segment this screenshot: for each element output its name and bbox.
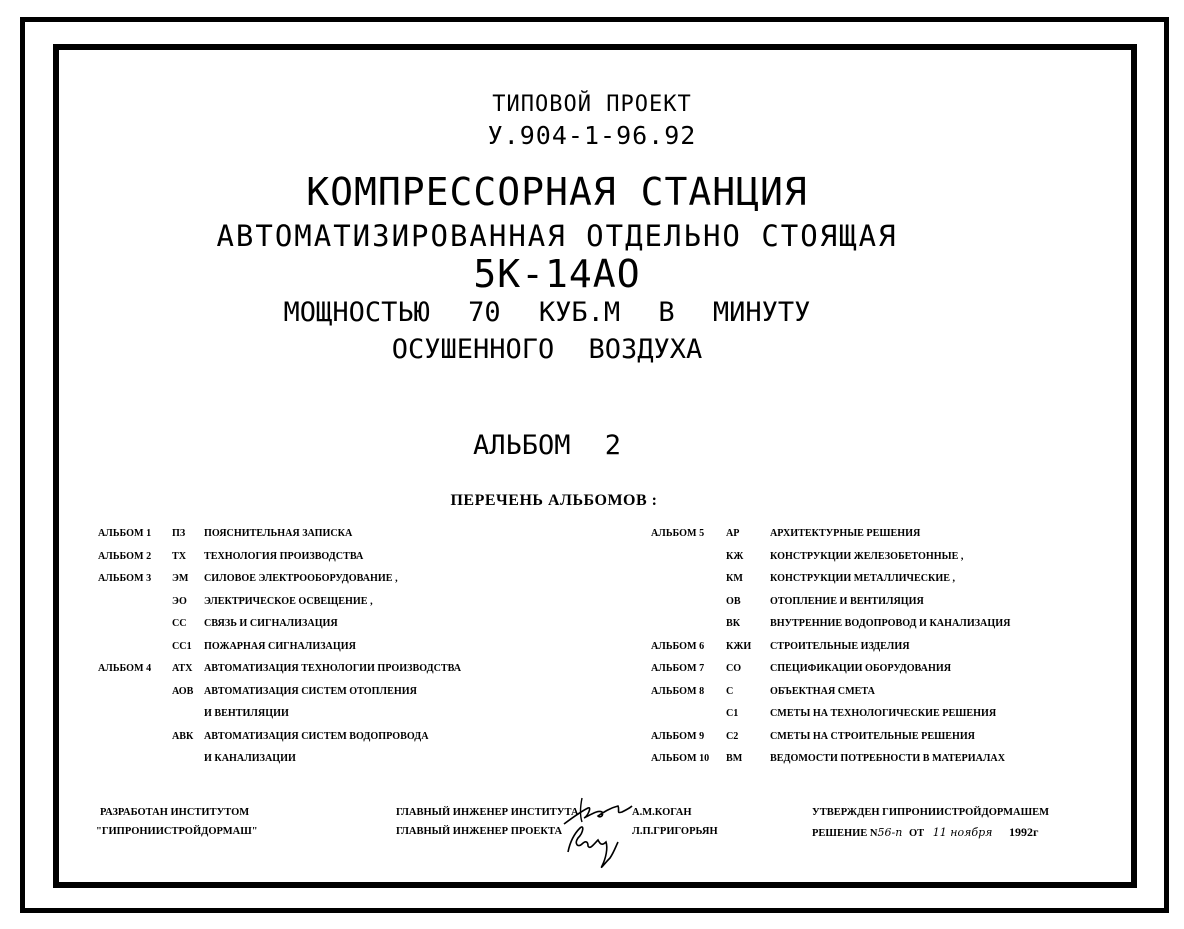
- album-code: КМ: [726, 572, 743, 584]
- album-code: ЭО: [172, 594, 187, 607]
- album-description: СИЛОВОЕ ЭЛЕКТРООБОРУДОВАНИЕ ,: [204, 572, 398, 584]
- album-description: АВТОМАТИЗАЦИЯ СИСТЕМ ОТОПЛЕНИЯ: [204, 684, 417, 697]
- album-description: АВТОМАТИЗАЦИЯ ТЕХНОЛОГИИ ПРОИЗВОДСТВА: [204, 662, 462, 674]
- decision-from: ОТ: [908, 828, 925, 839]
- album-label: АЛЬБОМ 10: [651, 752, 710, 764]
- album-description: ТЕХНОЛОГИЯ ПРОИЗВОДСТВА: [204, 549, 364, 562]
- title-line-3: 5К-14АО: [473, 252, 641, 296]
- chief-engineer-project-name: Л.П.ГРИГОРЬЯН: [632, 826, 718, 837]
- album-code: ВМ: [726, 752, 743, 764]
- album-description: И ВЕНТИЛЯЦИИ: [204, 707, 289, 719]
- decision-date: 11 ноября: [932, 826, 993, 839]
- album-description: ОТОПЛЕНИЕ И ВЕНТИЛЯЦИЯ: [770, 594, 924, 607]
- title-line-1: КОМПРЕССОРНАЯ СТАНЦИЯ: [306, 170, 808, 214]
- album-description: СТРОИТЕЛЬНЫЕ ИЗДЕЛИЯ: [770, 639, 910, 652]
- album-code: ПЗ: [172, 527, 186, 539]
- chief-engineer-institute-name: А.М.КОГАН: [632, 807, 692, 818]
- album-label: АЛЬБОМ 9: [651, 729, 705, 742]
- title-line-2: АВТОМАТИЗИРОВАННАЯ ОТДЕЛЬНО СТОЯЩАЯ: [216, 219, 898, 253]
- album-label: АЛЬБОМ 1: [98, 527, 152, 539]
- list-heading: ПЕРЕЧЕНЬ АЛЬБОМОВ :: [450, 492, 658, 509]
- album-code: КЖИ: [726, 639, 752, 652]
- album-label: АЛЬБОМ 6: [651, 639, 705, 652]
- album-code: С2: [726, 729, 739, 742]
- approved-label: УТВЕРЖДЕН ГИПРОНИИСТРОЙДОРМАШЕМ: [812, 807, 1050, 818]
- album-code: АОВ: [172, 684, 194, 697]
- album-description: КОНСТРУКЦИИ МЕТАЛЛИЧЕСКИЕ ,: [770, 572, 956, 584]
- project-number: У.904-1-96.92: [487, 121, 697, 150]
- album-code: СО: [726, 662, 742, 674]
- album-code: ЭМ: [172, 572, 189, 584]
- decision-label: РЕШЕНИЕ N: [812, 828, 878, 839]
- album-code: ТХ: [172, 549, 187, 562]
- album-description: СМЕТЫ НА СТРОИТЕЛЬНЫЕ РЕШЕНИЯ: [770, 729, 976, 742]
- chief-engineer-project-label: ГЛАВНЫЙ ИНЖЕНЕР ПРОЕКТА: [396, 826, 563, 837]
- album-code: С: [726, 684, 734, 697]
- album-label: АЛЬБОМ 3: [98, 572, 152, 584]
- album-description: ПОЯСНИТЕЛЬНАЯ ЗАПИСКА: [204, 527, 353, 539]
- title-line-5: ОСУШЕННОГО ВОЗДУХА: [391, 334, 703, 365]
- album-description: АРХИТЕКТУРНЫЕ РЕШЕНИЯ: [770, 527, 921, 539]
- album-code: ВК: [726, 617, 741, 629]
- title-line-4: МОЩНОСТЬЮ 70 КУБ.М В МИНУТУ: [283, 297, 811, 328]
- album-description: СМЕТЫ НА ТЕХНОЛОГИЧЕСКИЕ РЕШЕНИЯ: [770, 707, 997, 719]
- developed-by-org: "ГИПРОНИИСТРОЙДОРМАШ": [96, 826, 258, 837]
- album-title: АЛЬБОМ 2: [472, 430, 622, 461]
- chief-engineer-institute-label: ГЛАВНЫЙ ИНЖЕНЕР ИНСТИТУТА: [396, 807, 579, 818]
- album-description: ОБЪЕКТНАЯ СМЕТА: [770, 684, 875, 697]
- album-description: ЭЛЕКТРИЧЕСКОЕ ОСВЕЩЕНИЕ ,: [204, 594, 373, 607]
- album-description: КОНСТРУКЦИИ ЖЕЛЕЗОБЕТОННЫЕ ,: [770, 549, 964, 562]
- decision-number: 56-п: [877, 826, 903, 839]
- album-label: АЛЬБОМ 2: [98, 549, 152, 562]
- developed-by-label: РАЗРАБОТАН ИНСТИТУТОМ: [100, 807, 250, 818]
- album-label: АЛЬБОМ 7: [651, 662, 705, 674]
- album-code: КЖ: [726, 549, 744, 562]
- project-type: ТИПОВОЙ ПРОЕКТ: [492, 92, 692, 117]
- album-label: АЛЬБОМ 8: [651, 684, 705, 697]
- album-code: ОВ: [726, 594, 741, 607]
- album-description: И КАНАЛИЗАЦИИ: [204, 752, 296, 764]
- decision-year: 1992г: [1009, 825, 1039, 839]
- album-description: СВЯЗЬ И СИГНАЛИЗАЦИЯ: [204, 617, 338, 629]
- album-description: ВНУТРЕННИЕ ВОДОПРОВОД И КАНАЛИЗАЦИЯ: [770, 617, 1011, 629]
- album-code: АТХ: [172, 662, 193, 674]
- signature-grigoryan: [560, 818, 630, 880]
- album-description: ВЕДОМОСТИ ПОТРЕБНОСТИ В МАТЕРИАЛАХ: [770, 752, 1006, 764]
- album-code: АВК: [172, 729, 194, 742]
- album-label: АЛЬБОМ 5: [651, 527, 705, 539]
- album-code: АР: [726, 527, 740, 539]
- decision-line: [812, 825, 1039, 840]
- album-description: ПОЖАРНАЯ СИГНАЛИЗАЦИЯ: [204, 639, 356, 652]
- album-code: СС: [172, 617, 187, 629]
- album-label: АЛЬБОМ 4: [98, 662, 152, 674]
- album-description: СПЕЦИФИКАЦИИ ОБОРУДОВАНИЯ: [770, 662, 952, 674]
- album-description: АВТОМАТИЗАЦИЯ СИСТЕМ ВОДОПРОВОДА: [204, 729, 429, 742]
- album-code: СС1: [172, 639, 192, 652]
- album-code: С1: [726, 707, 739, 719]
